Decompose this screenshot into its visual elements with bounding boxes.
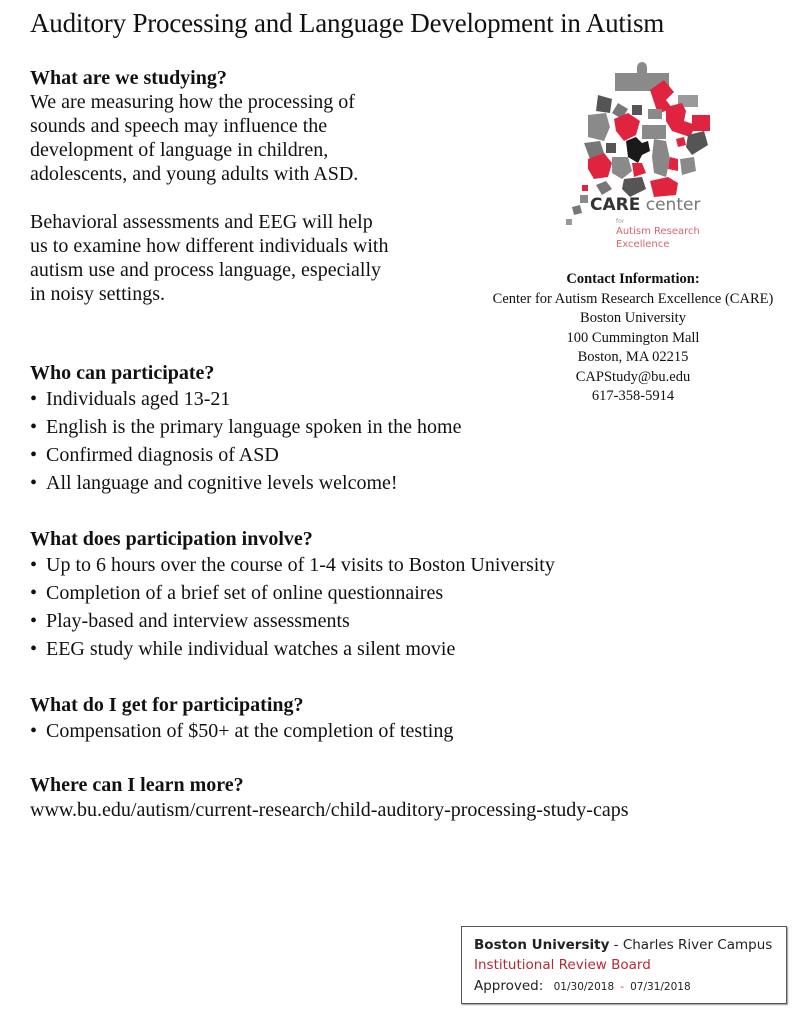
studying-line: sounds and speech may influence the	[30, 115, 328, 137]
puzzle-piece	[580, 195, 588, 203]
page-title: Auditory Processing and Language Development in Autism	[30, 8, 665, 38]
puzzle-piece	[572, 205, 582, 215]
contact-heading: Contact Information:	[566, 271, 700, 287]
list-item: • Confirmed diagnosis of ASD	[30, 444, 279, 466]
puzzle-piece	[622, 177, 646, 197]
studying-line: adolescents, and young adults with ASD.	[30, 163, 359, 185]
puzzle-piece	[632, 105, 642, 115]
logo-line1: Autism Research	[616, 226, 700, 237]
contact-line: 100 Cummington Mall	[566, 329, 700, 346]
list-item: • English is the primary language spoken in the home	[30, 416, 462, 438]
logo-line2: Excellence	[616, 239, 670, 250]
learn-section	[30, 773, 629, 823]
studying-line: autism use and process language, especially	[30, 259, 381, 281]
puzzle-piece	[614, 113, 640, 141]
irb-approved-line: Approved: 01/30/2018 - 07/31/2018	[474, 978, 691, 994]
who-section	[30, 361, 461, 497]
list-item: • EEG study while individual watches a silent movie	[30, 638, 456, 660]
involve-heading: What does participation involve?	[30, 528, 313, 550]
puzzle-piece	[666, 103, 696, 137]
list-item: • Play-based and interview assessments	[30, 610, 350, 632]
irb-approved-label: Approved:	[474, 978, 544, 994]
puzzle-piece	[596, 181, 612, 195]
irb-university-line: Boston University - Charles River Campus	[474, 937, 773, 953]
irb-board-name: Institutional Review Board	[474, 957, 651, 973]
who-heading: Who can participate?	[30, 362, 215, 384]
contact-line: Boston University	[580, 310, 686, 326]
list-item: • Compensation of $50+ at the completion of testing	[30, 720, 454, 742]
get-heading: What do I get for participating?	[30, 694, 304, 716]
contact-email[interactable]: CAPStudy@bu.edu	[575, 368, 691, 385]
contact-phone: 617-358-5914	[591, 388, 675, 404]
puzzle-piece	[626, 137, 650, 163]
studying-section	[30, 66, 470, 306]
puzzle-piece	[650, 177, 678, 197]
puzzle-piece	[648, 109, 662, 119]
contact-info	[466, 270, 800, 407]
learn-heading: Where can I learn more?	[30, 774, 244, 796]
irb-approval-stamp	[461, 926, 787, 1004]
logo-for: for	[616, 218, 625, 225]
puzzle-piece	[606, 143, 616, 153]
list-item: • Individuals aged 13-21	[30, 388, 231, 410]
contact-line: Center for Autism Research Excellence (CARE)	[492, 290, 774, 307]
puzzle-piece	[612, 157, 632, 179]
care-logo-text	[590, 195, 700, 251]
puzzle-piece	[676, 137, 686, 147]
irb-date-from: 01/30/2018	[553, 981, 615, 993]
list-item: • Up to 6 hours over the course of 1-4 visits to Boston University	[30, 554, 555, 576]
studying-line: in noisy settings.	[30, 283, 166, 305]
puzzle-piece	[582, 185, 588, 191]
studying-line: us to examine how different individuals with	[30, 235, 389, 257]
puzzle-piece	[692, 115, 710, 131]
puzzle-piece	[652, 139, 670, 177]
irb-date-to: 07/31/2018	[630, 981, 691, 993]
puzzle-piece	[680, 157, 696, 175]
puzzle-piece	[632, 163, 646, 177]
studying-line: Behavioral assessments and EEG will help	[30, 211, 373, 233]
puzzle-piece	[566, 219, 572, 225]
get-section	[30, 693, 453, 745]
puzzle-piece	[588, 113, 610, 141]
studying-heading: What are we studying?	[30, 67, 227, 89]
list-item: • Completion of a brief set of online questionnaires	[30, 582, 444, 604]
studying-line: development of language in children,	[30, 139, 329, 161]
contact-line: Boston, MA 02215	[577, 349, 689, 365]
list-item: • All language and cognitive levels welcome!	[30, 472, 398, 494]
studying-line: We are measuring how the processing of	[30, 91, 355, 113]
puzzle-piece	[642, 125, 666, 139]
puzzle-piece	[596, 95, 612, 113]
care-center-wordmark: CARE center	[590, 195, 701, 215]
involve-section	[30, 527, 555, 663]
study-url-link[interactable]: www.bu.edu/autism/current-research/child-auditory-processing-study-caps	[30, 799, 629, 821]
